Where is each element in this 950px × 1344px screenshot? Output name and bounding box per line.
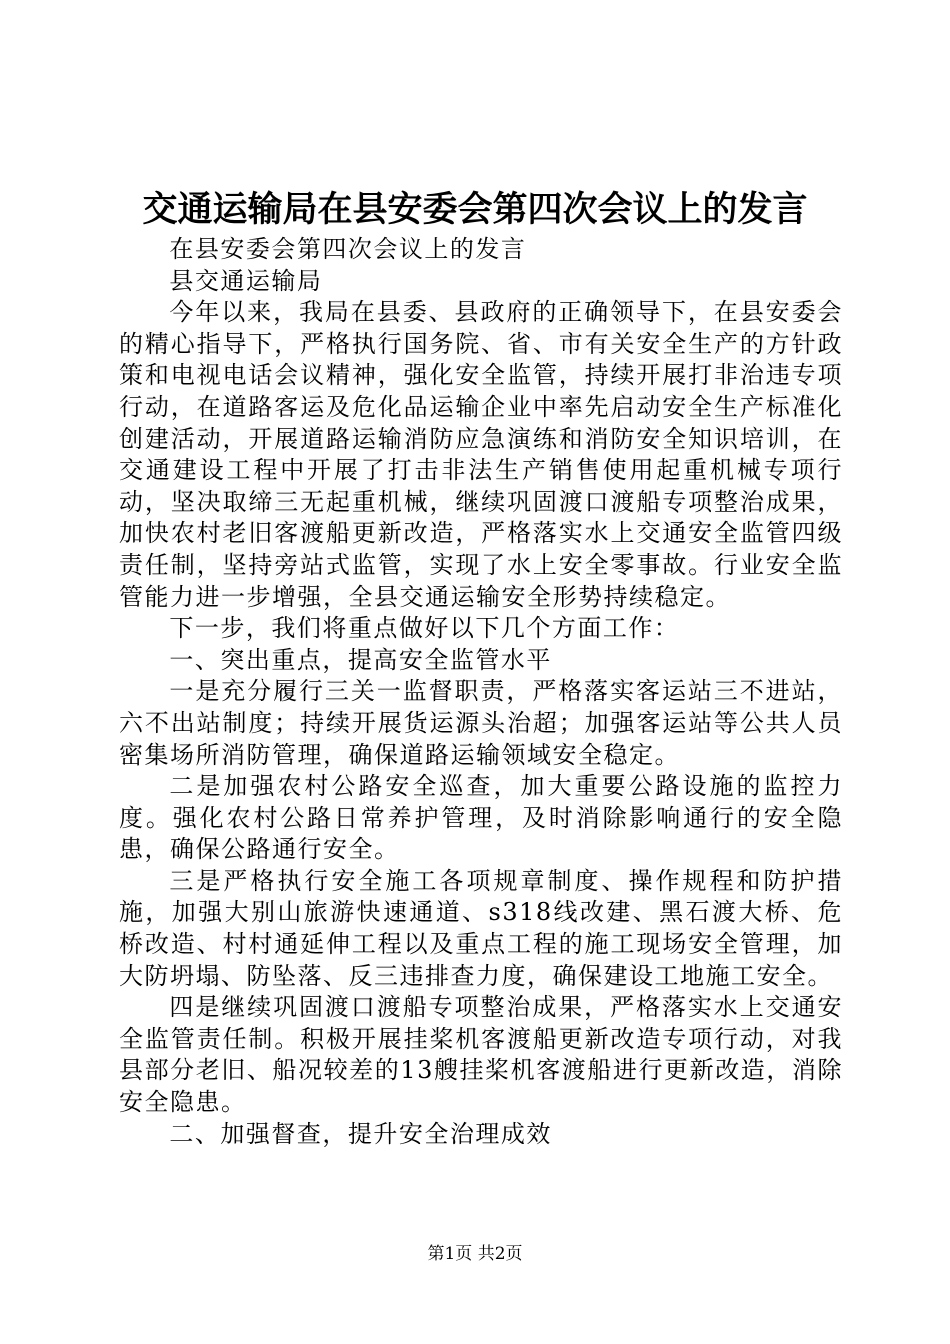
document-body [119,234,843,1150]
paragraph-item-2: 二是加强农村公路安全巡查，加大重要公路设施的监控力度。强化农村公路日常养护管理，及时消除影响通行的安全隐患，确保公路通行安全。 [119,772,843,864]
paragraph-item-4: 四是继续巩固渡口渡船专项整治成果，严格落实水上交通安全监管责任制。积极开展挂桨机客渡船更新改造专项行动，对我县部分老旧、船况较差的13艘挂桨机客渡船进行更新改造，消除安全隐患。 [119,993,843,1117]
paragraph-next-steps: 下一步，我们将重点做好以下几个方面工作： [169,614,680,643]
paragraph-summary: 今年以来，我局在县委、县政府的正确领导下，在县安委会的精心指导下，严格执行国务院、省、市有关安全生产的方针政策和电视电话会议精神，强化安全监管，持续开展打非治违专项行动，在道路客运及危化品运输企业中率先启动安全生产标准化创建活动，开展道路运输消防应急演练和消防安全知识培训，在交通建设工程中开展了打击非法生产销售使用起重机械专项行动，坚决取缔三无起重机械，继续巩固渡口渡船专项整治成果，加快农村老旧客渡船更新改造，严格落实水上交通安全监管四级责任制，坚持旁站式监管，实现了水上安全零事故。行业安全监管能力进一步增强，全县交通运输安全形势持续稳定。 [119,298,843,611]
section-heading-1: 一、突出重点，提高安全监管水平 [169,645,552,674]
section-heading-2: 二、加强督查，提升安全治理成效 [169,1119,552,1148]
paragraph-item-1: 一是充分履行三关一监督职责，严格落实客运站三不进站，六不出站制度；持续开展货运源头治超；加强客运站等公共人员密集场所消防管理，确保道路运输领域安全稳定。 [119,677,843,769]
paragraph-subtitle: 在县安委会第四次会议上的发言 [169,235,527,263]
paragraph-author: 县交通运输局 [169,266,323,295]
paragraph-item-3: 三是严格执行安全施工各项规章制度、操作规程和防护措施，加强大别山旅游快速通道、s318线改建、黑石渡大桥、危桥改造、村村通延伸工程以及重点工程的施工现场安全管理，加大防坍塌、防坠落、反三违排查力度，确保建设工地施工安全。 [119,866,843,990]
page-footer: 第1页 共2页 [427,1244,523,1264]
document-title: 交通运输局在县安委会第四次会议上的发言 [142,189,808,230]
